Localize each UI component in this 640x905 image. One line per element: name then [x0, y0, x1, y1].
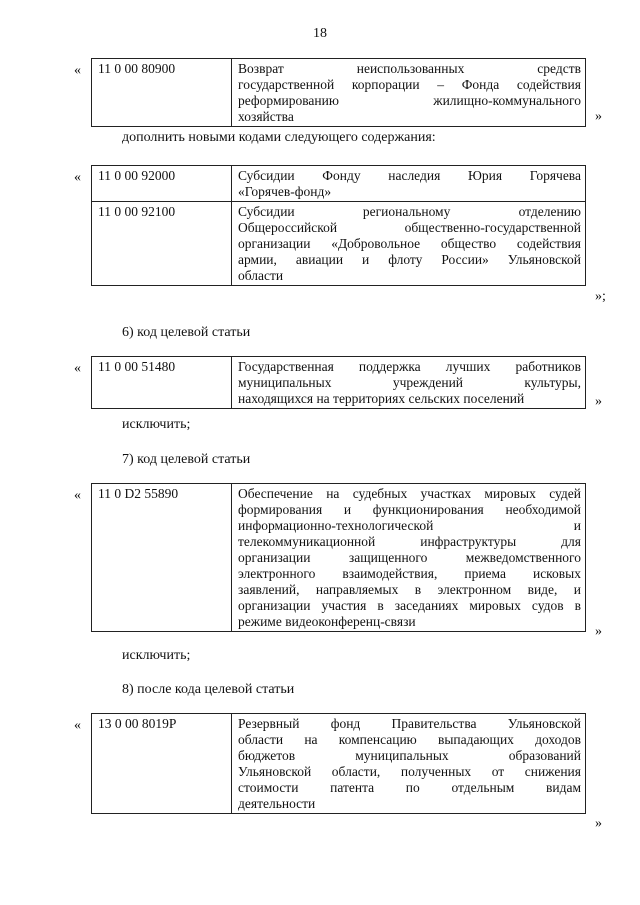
description-line: «Горячев-фонд»	[238, 184, 332, 199]
description-line: Обеспечение на судебных участках мировых судей	[238, 486, 581, 501]
description-line: формирования и функционирования необходимой	[238, 502, 581, 517]
code-table	[91, 483, 586, 632]
description-line: хозяйства	[238, 109, 294, 124]
description-line: организации «Добровольное общество содействия	[238, 236, 581, 251]
description-line: телекоммуникационной инфраструктуры для	[238, 534, 581, 549]
instruction-paragraph: дополнить новыми кодами следующего содержания:	[122, 130, 436, 145]
closing-quote: »	[595, 394, 602, 409]
description-line: организации участия в заседаниях мировых судов в	[238, 598, 581, 613]
description-line: государственной корпорации – Фонда содействия	[238, 77, 581, 92]
description-line: стоимости патента по отдельным видам	[238, 780, 581, 795]
closing-quote: »	[595, 109, 602, 124]
opening-quote: «	[74, 361, 81, 376]
closing-quote: »	[595, 624, 602, 639]
item-heading: 8) после кода целевой статьи	[122, 682, 295, 697]
code-table	[91, 713, 586, 814]
description-line: режиме видеоконференц-связи	[238, 614, 416, 629]
target-article-description	[232, 202, 586, 286]
description-line: армии, авиации и флоту России» Ульяновской	[238, 252, 581, 267]
table-row	[92, 166, 586, 202]
table-row	[92, 714, 586, 814]
target-article-description	[232, 59, 586, 127]
description-line: реформированию жилищно-коммунального	[238, 93, 581, 108]
item-heading: 7) код целевой статьи	[122, 452, 251, 467]
opening-quote: «	[74, 718, 81, 733]
description-line: Субсидии Фонду наследия Юрия Горячева	[238, 168, 581, 183]
description-line: области на компенсацию выпадающих доходов	[238, 732, 581, 747]
item-heading: 6) код целевой статьи	[122, 325, 251, 340]
target-article-code: 11 0 00 92000	[92, 166, 232, 202]
description-line: Ульяновской области, полученных от снижения	[238, 764, 581, 779]
description-line: информационно-технологической и	[238, 518, 581, 533]
description-line: области	[238, 268, 284, 283]
table-row	[92, 202, 586, 286]
opening-quote: «	[74, 488, 81, 503]
target-article-code: 11 0 00 51480	[92, 357, 232, 409]
page-number: 18	[313, 26, 327, 41]
description-line: Резервный фонд Правительства Ульяновской	[238, 716, 581, 731]
description-line: заявлений, направляемых в электронном виде, и	[238, 582, 581, 597]
target-article-code: 11 0 D2 55890	[92, 484, 232, 632]
target-article-description	[232, 714, 586, 814]
target-article-description	[232, 484, 586, 632]
description-line: Возврат неиспользованных средств	[238, 61, 581, 76]
target-article-code: 11 0 00 92100	[92, 202, 232, 286]
description-line: Общероссийской общественно-государственной	[238, 220, 581, 235]
target-article-description	[232, 166, 586, 202]
description-line: находящихся на территориях сельских поселений	[238, 391, 525, 406]
target-article-code: 13 0 00 8019Р	[92, 714, 232, 814]
table-row	[92, 484, 586, 632]
code-table	[91, 58, 586, 127]
description-line: Субсидии региональному отделению	[238, 204, 581, 219]
instruction-paragraph: исключить;	[122, 648, 191, 663]
description-line: деятельности	[238, 796, 316, 811]
description-line: электронного взаимодействия, приема исковых	[238, 566, 581, 581]
instruction-paragraph: исключить;	[122, 417, 191, 432]
closing-quote: »;	[595, 289, 606, 304]
description-line: бюджетов муниципальных образований	[238, 748, 581, 763]
table-row	[92, 357, 586, 409]
table-row	[92, 59, 586, 127]
target-article-description	[232, 357, 586, 409]
opening-quote: «	[74, 170, 81, 185]
description-line: муниципальных учреждений культуры,	[238, 375, 581, 390]
description-line: организации защищенного межведомственного	[238, 550, 581, 565]
description-line: Государственная поддержка лучших работников	[238, 359, 581, 374]
code-table	[91, 165, 586, 286]
closing-quote: »	[595, 816, 602, 831]
target-article-code: 11 0 00 80900	[92, 59, 232, 127]
opening-quote: «	[74, 63, 81, 78]
code-table	[91, 356, 586, 409]
